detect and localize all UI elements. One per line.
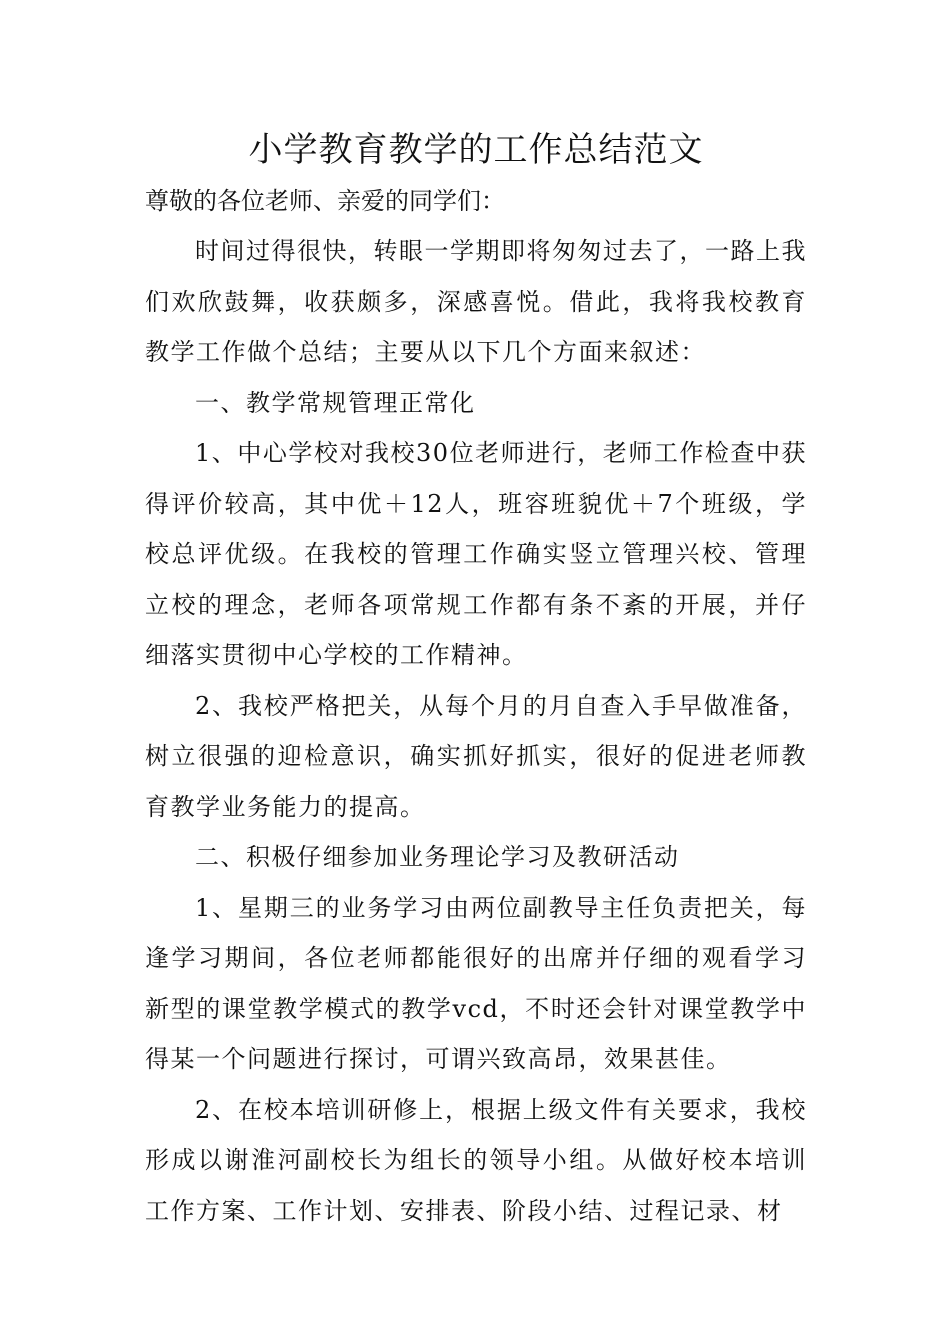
section-1-paragraph-1: 1、中心学校对我校30位老师进行，老师工作检查中获得评价较高，其中优＋12人，班容班貌优＋7个班级，学校总评优级。在我校的管理工作确实竖立管理兴校、管理立校的理念，老师各项常规工作都有条不紊的开展，并仔细落实贯彻中心学校的工作精神。 xyxy=(145,439,807,669)
section-1-paragraph-2: 2、我校严格把关，从每个月的月自查入手早做准备，树立很强的迎检意识，确实抓好抓实，很好的促进老师教育教学业务能力的提高。 xyxy=(145,691,807,821)
section-2-paragraph-2: 2、在校本培训研修上，根据上级文件有关要求，我校形成以谢淮河副校长为组长的领导小组。从做好校本培训工作方案、工作计划、安排表、阶段小结、过程记录、材 xyxy=(145,1095,807,1225)
document-title: 小学教育教学的工作总结范文 xyxy=(248,130,704,170)
section-2-heading: 二、积极仔细参加业务理论学习及教研活动 xyxy=(195,843,680,871)
salutation: 尊敬的各位老师、亲爱的同学们： xyxy=(145,187,505,215)
intro-paragraph: 时间过得很快，转眼一学期即将匆匆过去了，一路上我们欢欣鼓舞，收获颇多，深感喜悦。借此，我将我校教育教学工作做个总结；主要从以下几个方面来叙述： xyxy=(145,237,807,366)
section-1-heading: 一、教学常规管理正常化 xyxy=(195,388,476,417)
section-2-paragraph-1: 1、星期三的业务学习由两位副教导主任负责把关，每逢学习期间，各位老师都能很好的出席并仔细的观看学习新型的课堂教学模式的教学vcd，不时还会针对课堂教学中得某一个问题进行探讨，可谓兴致高昂，效果甚佳。 xyxy=(145,893,807,1073)
document-page xyxy=(145,124,807,1236)
